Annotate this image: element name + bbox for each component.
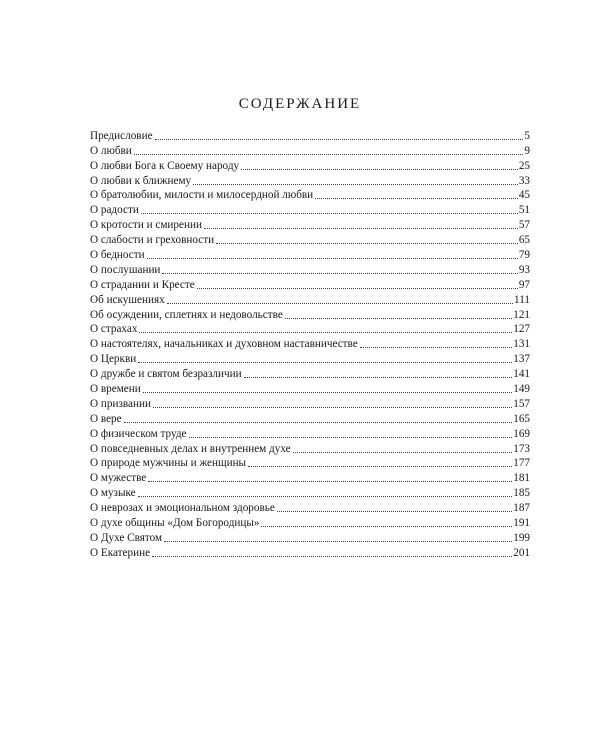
toc-entry-page-number: 25 [518,159,530,172]
toc-entry [90,500,530,515]
dot-leader [147,258,518,259]
page-title: СОДЕРЖАНИЕ [238,96,362,112]
toc-entry [90,262,530,277]
toc-entry [90,307,530,322]
toc-entry-page-number: 111 [514,293,530,306]
dot-leader [244,377,513,378]
toc-entry-page-number: 177 [513,457,530,470]
toc-entry-page-number: 131 [513,338,530,351]
toc-entry-page-number: 97 [518,278,530,291]
dot-leader [248,466,512,467]
toc-entry-page-number: 121 [513,308,530,321]
toc-entry [90,277,530,292]
toc-entry-title: О послушании [90,263,161,276]
dot-leader [138,496,513,497]
toc-entry-title: Предисловие [90,129,153,142]
dot-leader [139,332,512,333]
toc-entry-title: О Церкви [90,353,137,366]
toc-entry-title: О любви к ближнему [90,174,192,187]
toc-entry [90,485,530,500]
toc-entry-page-number: 79 [518,249,530,262]
toc-entry [90,292,530,307]
toc-entry [90,173,530,188]
toc-entry-page-number: 169 [513,427,530,440]
toc-entry-title: О мужестве [90,472,147,485]
toc-entry [90,202,530,217]
toc-entry-page-number: 149 [513,383,530,396]
dot-leader [189,437,513,438]
toc-entry-title: О любви [90,144,132,157]
toc-entry-title: О страдании и Кресте [90,278,195,291]
dot-leader [360,347,512,348]
toc-entry-title: О повседневных делах и внутреннем духе [90,442,291,455]
toc-entry-page-number: 173 [513,442,530,455]
toc-entry-page-number: 33 [518,174,530,187]
toc-entry-title: О слабости и греховности [90,234,215,247]
toc-entry [90,426,530,441]
toc-entry [90,128,530,143]
toc-entry-page-number: 199 [513,531,530,544]
dot-leader [153,407,512,408]
toc-entry [90,441,530,456]
toc-entry-title: О духе общины «Дом Богородицы» [90,517,260,530]
dot-leader [277,511,512,512]
toc-entry-page-number: 137 [513,353,530,366]
toc-entry-page-number: 185 [513,487,530,500]
toc-entry [90,322,530,337]
table-of-contents [90,128,530,560]
toc-entry [90,143,530,158]
toc-entry-title: О кротости и смирении [90,219,202,232]
toc-entry-title: О физическом труде [90,427,187,440]
toc-entry-page-number: 9 [524,144,530,157]
dot-leader [124,422,513,423]
toc-entry [90,336,530,351]
toc-entry-page-number: 157 [513,397,530,410]
toc-entry-title: О Екатерине [90,546,151,559]
toc-entry-page-number: 141 [513,368,530,381]
toc-entry-title: О настоятелях, начальниках и духовном наставничестве [90,338,358,351]
toc-entry-title: О дружбе и святом безразличии [90,368,242,381]
toc-entry-page-number: 181 [513,472,530,485]
toc-entry-page-number: 5 [524,129,530,142]
toc-entry [90,456,530,471]
dot-leader [148,481,512,482]
dot-leader [293,452,513,453]
toc-entry-title: О Духе Святом [90,531,163,544]
toc-entry-page-number: 165 [513,412,530,425]
toc-entry-title: О вере [90,412,122,425]
dot-leader [167,303,513,304]
dot-leader [138,362,512,363]
dot-leader [204,228,518,229]
toc-entry-title: О призвании [90,397,151,410]
toc-entry-page-number: 187 [513,502,530,515]
dot-leader [216,243,518,244]
dot-leader [141,213,518,214]
toc-entry [90,515,530,530]
dot-leader [241,169,518,170]
dot-leader [197,288,518,289]
toc-entry-page-number: 127 [513,323,530,336]
toc-entry [90,232,530,247]
toc-entry [90,545,530,560]
toc-entry [90,381,530,396]
toc-entry [90,247,530,262]
toc-entry-title: О братолюбии, милости и милосердной любви [90,189,314,202]
toc-entry-title: О времени [90,383,141,396]
dot-leader [134,154,524,155]
toc-entry-title: Об осуждении, сплетнях и недовольстве [90,308,283,321]
dot-leader [152,556,512,557]
toc-entry-title: О бедности [90,249,145,262]
toc-entry-page-number: 191 [513,517,530,530]
toc-entry-page-number: 93 [518,263,530,276]
toc-entry-title: О любви Бога к Своему народу [90,159,240,172]
toc-entry-title: О радости [90,204,139,217]
dot-leader [143,392,512,393]
dot-leader [164,541,512,542]
toc-entry [90,470,530,485]
toc-entry-page-number: 51 [518,204,530,217]
toc-entry-title: Об искушениях [90,293,165,306]
toc-entry-page-number: 201 [513,546,530,559]
toc-entry [90,158,530,173]
toc-entry-title: О страхах [90,323,138,336]
dot-leader [315,198,518,199]
toc-entry [90,366,530,381]
dot-leader [162,273,517,274]
dot-leader [261,526,512,527]
toc-entry-title: О музыке [90,487,136,500]
toc-entry [90,396,530,411]
dot-leader [155,139,524,140]
toc-entry [90,188,530,203]
toc-entry [90,217,530,232]
dot-leader [193,184,518,185]
toc-entry-title: О природе мужчины и женщины [90,457,247,470]
toc-entry-page-number: 45 [518,189,530,202]
toc-entry-title: О неврозах и эмоциональном здоровье [90,502,275,515]
dot-leader [285,318,512,319]
toc-entry [90,351,530,366]
toc-entry [90,530,530,545]
toc-entry-page-number: 57 [518,219,530,232]
toc-entry [90,411,530,426]
toc-entry-page-number: 65 [518,234,530,247]
